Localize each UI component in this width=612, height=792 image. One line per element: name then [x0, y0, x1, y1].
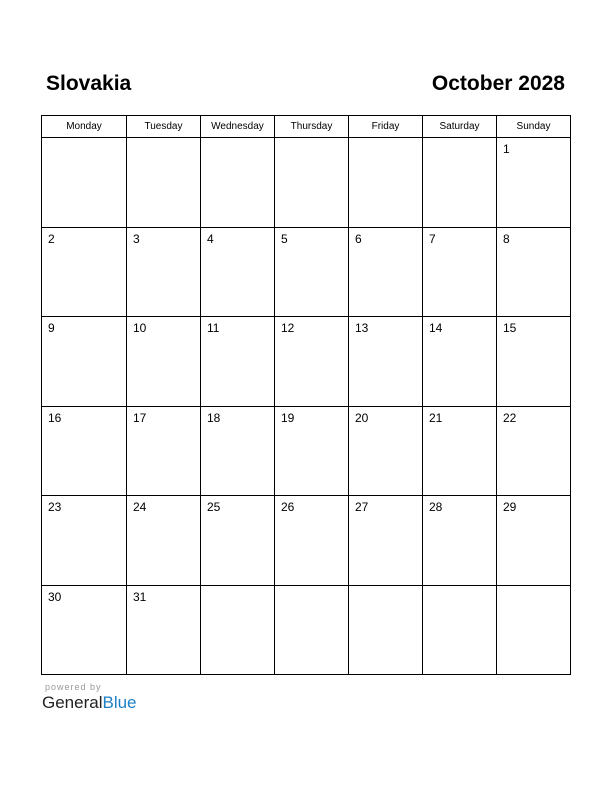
- day-number: 28: [429, 500, 443, 514]
- day-cell: [201, 406, 275, 496]
- day-number: [127, 138, 200, 142]
- week-row: [42, 138, 571, 228]
- day-cell: [42, 496, 127, 586]
- day-number: 8: [503, 231, 510, 246]
- day-number: [201, 138, 274, 142]
- day-cell: [349, 317, 423, 407]
- day-cell: [275, 496, 349, 586]
- day-number: 12: [281, 321, 295, 335]
- day-cell: [349, 496, 423, 586]
- day-cell: [423, 138, 497, 228]
- day-number: 25: [207, 500, 221, 514]
- day-cell: [42, 317, 127, 407]
- day-number: [349, 586, 422, 590]
- day-cell: [127, 317, 201, 407]
- month-title: October 2028: [431, 72, 565, 95]
- day-cell: [423, 496, 497, 586]
- day-number: 11: [207, 321, 220, 335]
- day-cell: [201, 317, 275, 407]
- day-cell: [201, 227, 275, 317]
- week-row: [42, 585, 571, 675]
- weekday-header-sunday: Sunday: [497, 116, 571, 138]
- day-number: 23: [48, 500, 62, 514]
- day-number: 15: [503, 321, 517, 335]
- day-number: 3: [133, 231, 140, 246]
- country-title: Slovakia: [46, 72, 132, 95]
- day-number: 7: [429, 231, 436, 246]
- day-number: 9: [48, 321, 55, 335]
- day-number: 2: [48, 231, 55, 246]
- day-number: 14: [429, 321, 443, 335]
- day-number: 19: [281, 410, 295, 425]
- powered-by-text: powered by: [45, 682, 102, 692]
- day-number: 4: [207, 231, 214, 246]
- day-number: 22: [503, 410, 517, 425]
- day-number: [275, 586, 348, 590]
- calendar-grid: [41, 115, 571, 675]
- day-cell: [201, 585, 275, 675]
- day-number: 21: [429, 410, 443, 425]
- day-cell: [275, 227, 349, 317]
- weekday-header-row: [42, 116, 571, 138]
- logo-blue: Blue: [102, 693, 137, 712]
- day-cell: [127, 138, 201, 228]
- day-cell: [423, 227, 497, 317]
- day-number: 29: [503, 500, 517, 514]
- day-number: 17: [133, 410, 147, 425]
- day-cell: [42, 138, 127, 228]
- day-cell: [497, 138, 571, 228]
- day-cell: [201, 496, 275, 586]
- day-cell: [497, 227, 571, 317]
- day-number: [497, 586, 570, 590]
- day-number: 30: [48, 589, 62, 604]
- day-cell: [423, 406, 497, 496]
- day-number: [423, 138, 496, 142]
- day-number: 6: [355, 231, 362, 246]
- weekday-header-wednesday: Wednesday: [201, 116, 275, 138]
- logo-general: General: [42, 693, 103, 712]
- day-cell: [275, 317, 349, 407]
- day-number: 1: [503, 142, 510, 156]
- weekday-header-thursday: Thursday: [275, 116, 349, 138]
- day-number: 13: [355, 321, 369, 335]
- week-row: [42, 406, 571, 496]
- day-number: [275, 138, 348, 142]
- day-cell: [349, 585, 423, 675]
- day-cell: [42, 227, 127, 317]
- generalblue-logo[interactable]: [42, 693, 137, 713]
- weekday-header-friday: Friday: [349, 116, 423, 138]
- day-number: 31: [133, 589, 147, 604]
- weekday-header-saturday: Saturday: [423, 116, 497, 138]
- week-row: [42, 317, 571, 407]
- day-number: 18: [207, 410, 221, 425]
- day-cell: [497, 406, 571, 496]
- day-number: 26: [281, 500, 295, 514]
- week-row: [42, 496, 571, 586]
- day-cell: [127, 496, 201, 586]
- weekday-header-monday: Monday: [42, 116, 127, 138]
- day-cell: [349, 227, 423, 317]
- day-cell: [497, 496, 571, 586]
- week-row: [42, 227, 571, 317]
- day-cell: [275, 138, 349, 228]
- day-number: [349, 138, 422, 142]
- day-cell: [127, 227, 201, 317]
- day-cell: [42, 406, 127, 496]
- day-cell: [275, 406, 349, 496]
- day-number: 27: [355, 500, 369, 514]
- day-cell: [497, 317, 571, 407]
- day-number: 5: [281, 231, 288, 246]
- day-cell: [423, 585, 497, 675]
- day-number: 24: [133, 500, 147, 514]
- day-cell: [349, 406, 423, 496]
- day-number: [42, 138, 126, 142]
- day-number: 16: [48, 410, 62, 425]
- day-cell: [497, 585, 571, 675]
- day-cell: [201, 138, 275, 228]
- day-cell: [42, 585, 127, 675]
- day-cell: [127, 585, 201, 675]
- day-number: [423, 586, 496, 590]
- day-number: 10: [133, 321, 147, 335]
- day-cell: [349, 138, 423, 228]
- day-number: 20: [355, 410, 369, 425]
- day-cell: [127, 406, 201, 496]
- weekday-header-tuesday: Tuesday: [127, 116, 201, 138]
- day-cell: [423, 317, 497, 407]
- day-cell: [275, 585, 349, 675]
- day-number: [201, 586, 274, 590]
